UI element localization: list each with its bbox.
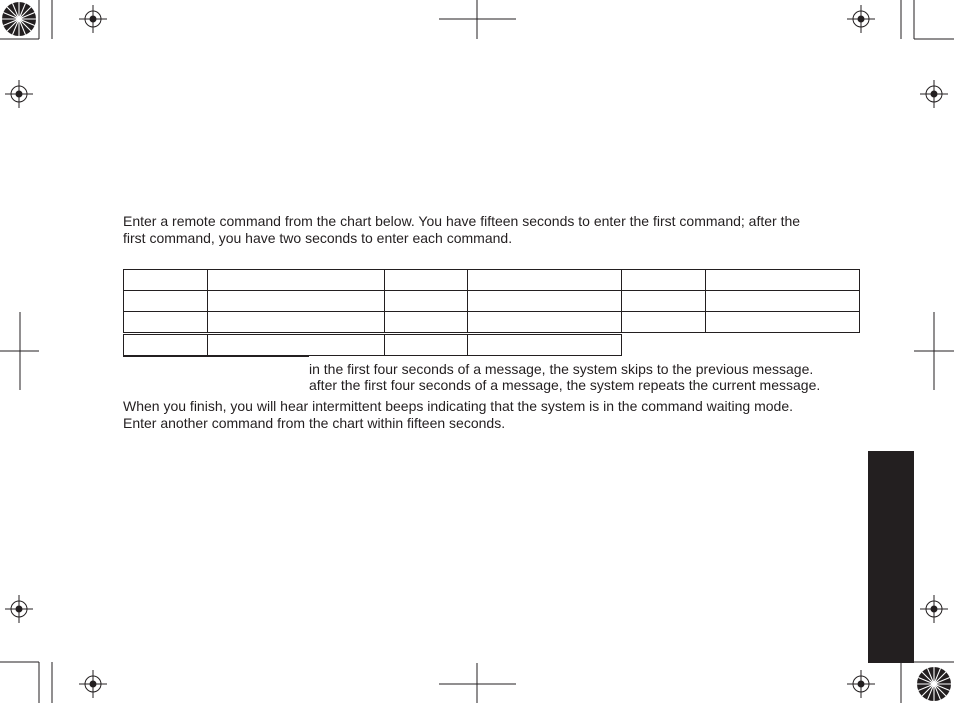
chart-cell — [384, 311, 468, 333]
intro-line-1: Enter a remote command from the chart below. You have fifteen seconds to enter the first command; after the — [123, 213, 801, 229]
chart-note-2: after the first four seconds of a message, the system repeats the current message. — [309, 377, 821, 393]
chart-cell — [705, 290, 860, 312]
chart-cell — [207, 334, 385, 356]
chart-cell — [705, 311, 860, 333]
chart-note-1: in the first four seconds of a message, the system skips to the previous message. — [309, 361, 814, 377]
chart-cell — [705, 269, 860, 291]
finish-line-2: Enter another command from the chart within fifteen seconds. — [123, 415, 506, 431]
chart-cell — [384, 290, 468, 312]
chart-cell — [207, 311, 385, 333]
chart-cell — [467, 311, 622, 333]
chart-cell — [207, 269, 385, 291]
chart-row — [123, 311, 860, 333]
chart-cell — [123, 269, 208, 291]
chart-cell — [384, 334, 468, 356]
chart-cell — [207, 290, 385, 312]
chart-cell — [467, 334, 622, 356]
chapter-side-tab — [868, 451, 914, 663]
chart-cell — [123, 334, 208, 356]
chart-row — [123, 269, 860, 291]
chart-cell — [467, 290, 622, 312]
chart-cell — [123, 290, 208, 312]
chart-cell — [621, 311, 706, 333]
intro-line-2: first command, you have two seconds to enter each command. — [123, 230, 513, 246]
chart-cell — [123, 311, 208, 333]
finish-line-1: When you finish, you will hear intermittent beeps indicating that the system is in the command waiting mode. — [123, 398, 793, 414]
intro-paragraph — [123, 213, 800, 247]
table-footnote-rule — [123, 356, 309, 357]
chart-row — [123, 334, 623, 356]
chart-cell — [384, 269, 468, 291]
chart-row — [123, 290, 860, 312]
finish-paragraph — [123, 398, 793, 432]
chart-cell — [621, 290, 706, 312]
chart-cell — [467, 269, 622, 291]
chart-cell — [621, 269, 706, 291]
